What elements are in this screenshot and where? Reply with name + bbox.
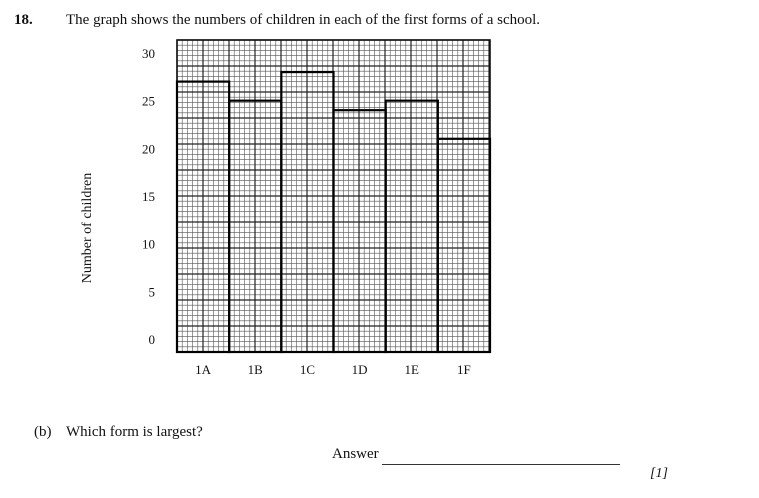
y-tick-label: 15 (142, 189, 155, 204)
x-tick-label-1c: 1C (299, 362, 316, 377)
x-tick-label-1d: 1D (351, 362, 368, 377)
x-tick-label-1f: 1F (457, 362, 471, 377)
y-tick-label: 10 (142, 236, 155, 252)
x-tick-label-1e: 1E (404, 362, 419, 377)
y-tick-label: 0 (148, 332, 155, 347)
bar-1e (386, 101, 438, 352)
part-b-question (34, 424, 203, 441)
x-tick-label-1b: 1B (247, 362, 263, 377)
answer-label: Answer (332, 446, 379, 462)
y-axis-label: Number of children (80, 172, 95, 284)
y-tick-label: 25 (142, 93, 155, 109)
y-tick-label: 5 (148, 284, 155, 300)
part-b-text: Which form is largest? (66, 424, 203, 440)
part-b-letter: (b) (34, 424, 52, 440)
y-tick-label: 20 (142, 141, 155, 157)
question-number: 18. (14, 12, 33, 28)
bar-1f (438, 139, 490, 352)
x-tick-labels (195, 362, 471, 377)
x-tick-label-1a: 1A (195, 362, 212, 377)
y-tick-labels (142, 46, 155, 347)
y-tick-label: 30 (142, 46, 155, 61)
answer-input-line[interactable] (382, 464, 620, 465)
marks-label: [1] (650, 466, 668, 481)
question-text: The graph shows the numbers of children in each of the first forms of a school. (66, 12, 541, 28)
